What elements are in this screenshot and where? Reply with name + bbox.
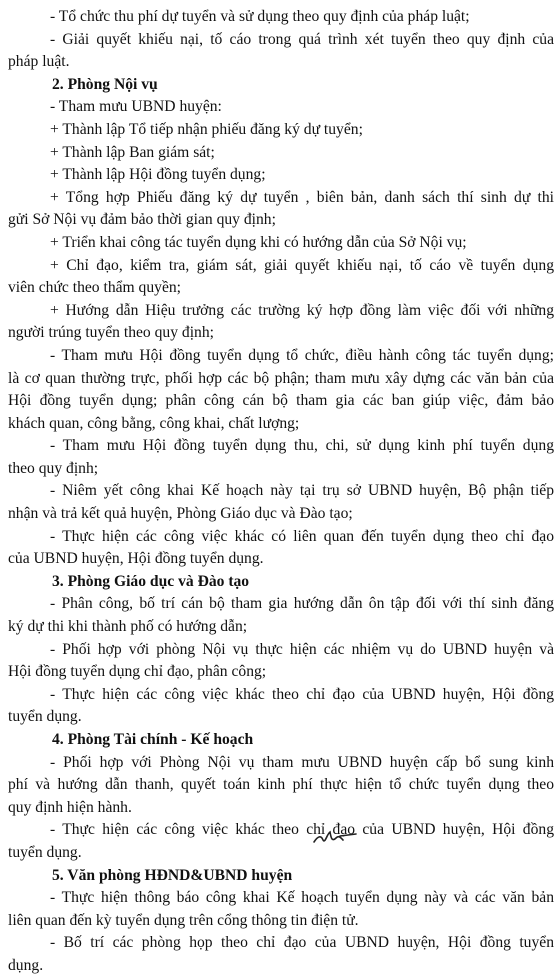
text-line: - Thực hiện thông báo công khai Kế hoạch tuyển dụng này và các văn bản: [50, 889, 554, 907]
section-heading: 5. Văn phòng HĐND&UBND huyện: [52, 866, 293, 884]
text-line: tuyển dụng.: [8, 708, 82, 726]
text-line: - Bố trí các phòng họp theo chỉ đạo của UBND huyện, Hội đồng tuyển: [50, 934, 554, 952]
text-line: - Tổ chức thu phí dự tuyển và sử dụng theo quy định của pháp luật;: [50, 8, 470, 25]
text-line: - Niêm yết công khai Kế hoạch này tại trụ sở UBND huyện, Bộ phận tiếp: [50, 482, 554, 500]
text-line: - Tham mưu UBND huyện:: [50, 98, 222, 116]
text-line: - Thực hiện các công việc khác theo chỉ đạo của UBND huyện, Hội đồng: [50, 685, 554, 703]
section-heading: 4. Phòng Tài chính - Kế hoạch: [52, 731, 254, 748]
text-line: Hội đồng tuyển dụng chỉ đạo, phân công;: [8, 663, 267, 681]
text-line: - Thực hiện các công việc khác có liên quan đến tuyển dụng theo chỉ đạo: [50, 527, 554, 545]
text-line: Hội đồng tuyển dụng; phân công cán bộ tham gia các ban giúp việc, đảm bảo: [8, 392, 554, 410]
text-line: khách quan, công bằng, công khai, chất lượng;: [8, 414, 300, 432]
text-line: - Tham mưu Hội đồng tuyển dụng tổ chức, điều hành công tác tuyển dụng;: [50, 346, 554, 364]
text-line: - Thực hiện các công việc khác theo chỉ đạo của UBND huyện, Hội đồng: [50, 821, 554, 839]
text-line: - Tham mưu Hội đồng tuyển dụng thu, chi, sử dụng kinh phí tuyển dụng: [50, 437, 554, 455]
text-line: + Thành lập Tổ tiếp nhận phiếu đăng ký dự tuyển;: [50, 120, 363, 138]
text-line: - Giải quyết khiếu nại, tố cáo trong quá trình xét tuyển theo quy định của: [50, 30, 554, 48]
text-line: phí và hướng dẫn thanh, quyết toán kinh phí thực hiện tổ chức tuyển dụng theo: [8, 776, 554, 794]
text-line: + Tổng hợp Phiếu đăng ký dự tuyển , biên bản, danh sách thí sinh dự thi: [50, 188, 554, 206]
text-line: - Phối hợp với Phòng Nội vụ tham mưu UBND huyện cấp bổ sung kinh: [50, 753, 554, 771]
text-line: liên quan đến kỳ tuyển dụng trên cổng thông tin điện tử.: [8, 911, 359, 929]
text-line: dụng.: [8, 956, 44, 974]
text-line: nhận và trả kết quả huyện, Phòng Giáo dục và Đào tạo;: [8, 505, 353, 523]
text-line: pháp luật.: [8, 53, 70, 71]
text-line: - Phối hợp với phòng Nội vụ thực hiện các nhiệm vụ do UBND huyện và: [50, 640, 554, 658]
text-line: của UBND huyện, Hội đồng tuyển dụng.: [8, 550, 264, 568]
initials-signature: [312, 826, 362, 848]
text-line: ký dự thi khi thành phố có hướng dẫn;: [8, 618, 248, 636]
text-line: + Triển khai công tác tuyển dụng khi có hướng dẫn của Sở Nội vụ;: [50, 233, 467, 251]
text-line: + Thành lập Hội đồng tuyển dụng;: [50, 166, 266, 184]
text-line: tuyển dụng.: [8, 843, 82, 861]
text-line: là cơ quan thường trực, phối hợp các bộ phận; tham mưu xây dựng các văn bản của: [8, 369, 554, 387]
text-line: theo quy định;: [8, 459, 99, 477]
section-heading: 3. Phòng Giáo dục và Đào tạo: [52, 572, 250, 590]
text-line: viên chức theo thẩm quyền;: [8, 279, 182, 297]
text-line: + Thành lập Ban giám sát;: [50, 143, 215, 161]
text-line: - Phân công, bố trí cán bộ tham gia hướng dẫn ôn tập đối với thí sinh đăng: [50, 595, 554, 613]
text-line: + Hướng dẫn Hiệu trưởng các trường ký hợp đồng làm việc đối với những: [50, 301, 554, 319]
document-body: [8, 6, 554, 978]
text-line: gửi Sở Nội vụ đảm bảo thời gian quy định;: [8, 211, 276, 229]
text-line: người trúng tuyển theo quy định;: [8, 324, 214, 342]
text-line: + Chỉ đạo, kiểm tra, giám sát, giải quyết khiếu nại, tố cáo về tuyển dụng: [50, 256, 554, 274]
section-heading: 2. Phòng Nội vụ: [52, 75, 158, 93]
text-line: quy định hiện hành.: [8, 798, 132, 816]
